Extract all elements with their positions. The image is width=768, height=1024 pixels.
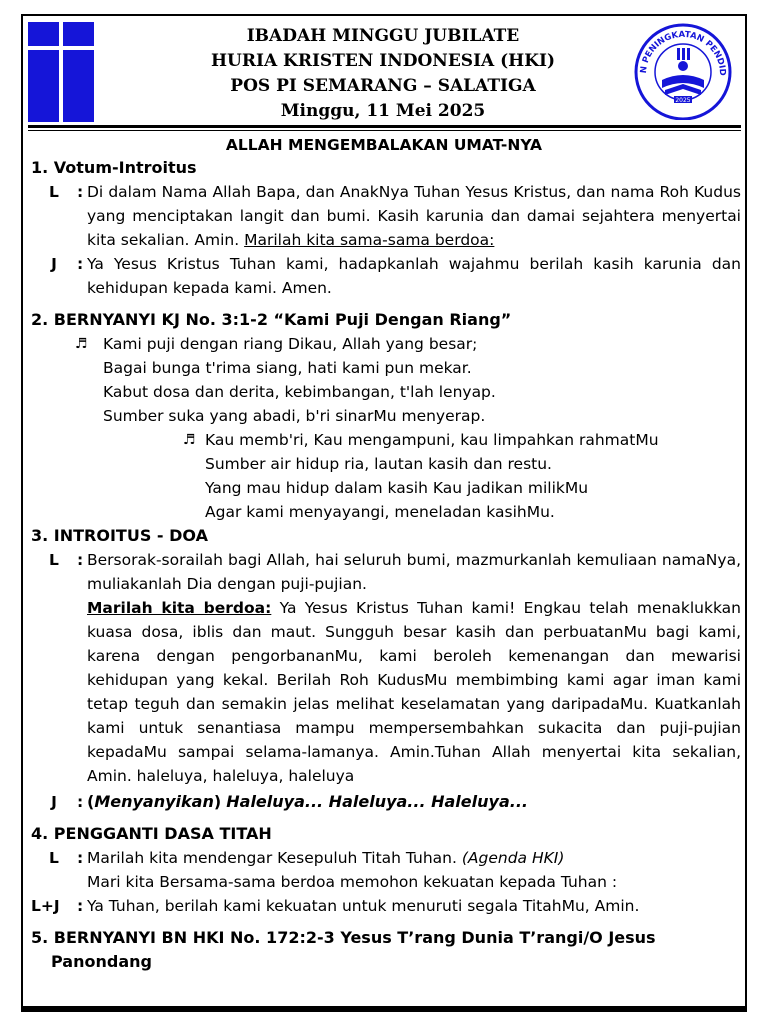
s3-prayer-text: Ya Yesus Kristus Tuhan kami! Engkau telah menaklukkan kuasa dosa, iblis dan maut. Sungguh besar kasih dan perbuatanMu bagi kami, karena dengan pengorbananMu, kami beroleh kemenangan dan mewarisi kehidupan yang kekal. Berilah Roh KudusMu membimbing kami agar iman kami tetap teguh dan semakin jelas melihat keselamatan yang daripadaMu. Kuatkanlah kami untuk senantiasa mampu mempersembahkan sukacita dan puji-pujian kepadaMu sampai selama-lamanya. Amin.Tuhan Allah menyertai kita sekalian, Amin. haleluya, haleluya, haleluya xyxy=(87,599,741,785)
hymn-verse-1 xyxy=(75,332,741,428)
agenda-reference: (Agenda HKI) xyxy=(461,849,565,867)
sermon-theme: ALLAH MENGEMBALAKAN UMAT-NYA xyxy=(225,136,543,154)
s4-joint-text: Ya Tuhan, berilah kami kekuatan untuk menuruti segala TitahMu, Amin. xyxy=(87,897,640,915)
verse-line: Kami puji dengan riang Dikau, Allah yang besar; xyxy=(103,335,478,353)
s4-leader-text: Marilah kita mendengar Kesepuluh Titah Tuhan. (Agenda HKI) Mari kita Bersama-sama berdoa memohon kekuatan kepada Tuhan : xyxy=(87,849,618,891)
header-title: IBADAH MINGGU JUBILATE xyxy=(246,26,520,46)
section-4-title: 4. PENGGANTI DASA TITAH xyxy=(31,824,272,843)
colon: : xyxy=(77,551,84,569)
s3-leader-row xyxy=(31,548,741,788)
leader-congregation-label: L+J xyxy=(31,897,60,915)
s3-prayer-label: Marilah kita berdoa: xyxy=(87,599,272,617)
verse-line: Sumber air hidup ria, lautan kasih dan restu. xyxy=(205,455,552,473)
s1-congregation-text: Ya Yesus Kristus Tuhan kami, hadapkanlah wajahmu berilah kasih karunia dan kehidupan kepada kami. Amen. xyxy=(87,255,741,297)
leader-label: L xyxy=(49,849,59,867)
logo-year: 2025 xyxy=(675,97,691,104)
s1-prayer-invite: Marilah kita sama-sama berdoa: xyxy=(244,231,495,249)
s1-leader-text: Di dalam Nama Allah Bapa, dan AnakNya Tuhan Yesus Kristus, dan nama Roh Kudus yang menciptakan langit dan bumi. Kasih karunia dan damai sejahtera menyertai kita sekalian. Amin. Marilah kita sama-sama berdoa: xyxy=(87,183,741,249)
colon: : xyxy=(77,897,84,915)
section-2-title: 2. BERNYANYI KJ No. 3:1-2 “Kami Puji Dengan Riang” xyxy=(31,310,512,329)
section-5-title: 5. BERNYANYI BN HKI No. 172:2-3 Yesus T’rang Dunia T’rangi/O Jesus Panondang xyxy=(31,928,656,971)
s3-congregation-text: (Menyanyikan) Haleluya... Haleluya... Haleluya... xyxy=(87,792,528,811)
music-note-icon: ♬ xyxy=(75,336,88,352)
cross-logo xyxy=(28,22,94,122)
header-church: HURIA KRISTEN INDONESIA (HKI) xyxy=(210,51,556,71)
s1-congregation-row xyxy=(31,252,741,300)
logo-ring-text: N PENINGKATAN PENDID xyxy=(638,29,728,76)
congregation-label: J xyxy=(51,255,57,273)
s4-leader-row xyxy=(31,846,741,894)
s3-congregation-row xyxy=(31,790,741,814)
leader-label: L xyxy=(49,183,59,201)
verse-line: Agar kami menyayangi, meneladan kasihMu. xyxy=(205,503,555,521)
s4-joint-row xyxy=(31,894,741,918)
header-rule xyxy=(28,125,741,128)
verse-line: Kabut dosa dan derita, kebimbangan, t'lah lenyap. xyxy=(103,383,496,401)
header-rule-thin xyxy=(28,130,741,131)
page-header xyxy=(160,24,606,124)
colon: : xyxy=(77,793,84,811)
verse-line: Bagai bunga t'rima siang, hati kami pun mekar. xyxy=(103,359,472,377)
s3-leader-text: Bersorak-sorailah bagi Allah, hai seluruh bumi, mazmurkanlah kemuliaan namaNya, muliakanlah Dia dengan puji-pujian. Marilah kita berdoa: Ya Yesus Kristus Tuhan kami! Engkau telah menaklukkan kuasa dosa, iblis dan maut. Sungguh besar kasih dan perbuatanMu bagi kami, karena dengan pengorbananMu, kami beroleh kemenangan dan mewarisi kehidupan yang kekal. Berilah Roh KudusMu membimbing kami agar iman kami tetap teguh dan semakin jelas melihat keselamatan yang daripadaMu. Kuatkanlah kami untuk senantiasa mampu mempersembahkan sukacita dan puji-pujian kepadaMu sampai selama-lamanya. Amin.Tuhan Allah menyertai kita sekalian, Amin. haleluya, haleluya, haleluya xyxy=(87,551,741,785)
header-date: Minggu, 11 Mei 2025 xyxy=(280,101,486,121)
leader-label: L xyxy=(49,551,59,569)
hymn-verse-2 xyxy=(183,428,741,524)
verse-line: Yang mau hidup dalam kasih Kau jadikan milikMu xyxy=(205,479,589,497)
page-border-bottom xyxy=(21,1006,747,1010)
verse-line: Kau memb'ri, Kau mengampuni, kau limpahkan rahmatMu xyxy=(205,431,659,449)
header-location: POS PI SEMARANG – SALATIGA xyxy=(230,76,536,96)
congregation-label: J xyxy=(51,793,57,811)
s1-leader-row xyxy=(31,180,741,252)
education-year-logo xyxy=(632,22,734,120)
music-note-icon: ♬ xyxy=(183,432,196,448)
colon: : xyxy=(77,183,84,201)
verse-line: Sumber suka yang abadi, b'ri sinarMu menyerap. xyxy=(103,407,486,425)
section-3-title: 3. INTROITUS - DOA xyxy=(31,526,208,545)
colon: : xyxy=(77,255,84,273)
colon: : xyxy=(77,849,84,867)
section-1-title: 1. Votum-Introitus xyxy=(31,158,197,177)
liturgy-content xyxy=(31,156,741,974)
